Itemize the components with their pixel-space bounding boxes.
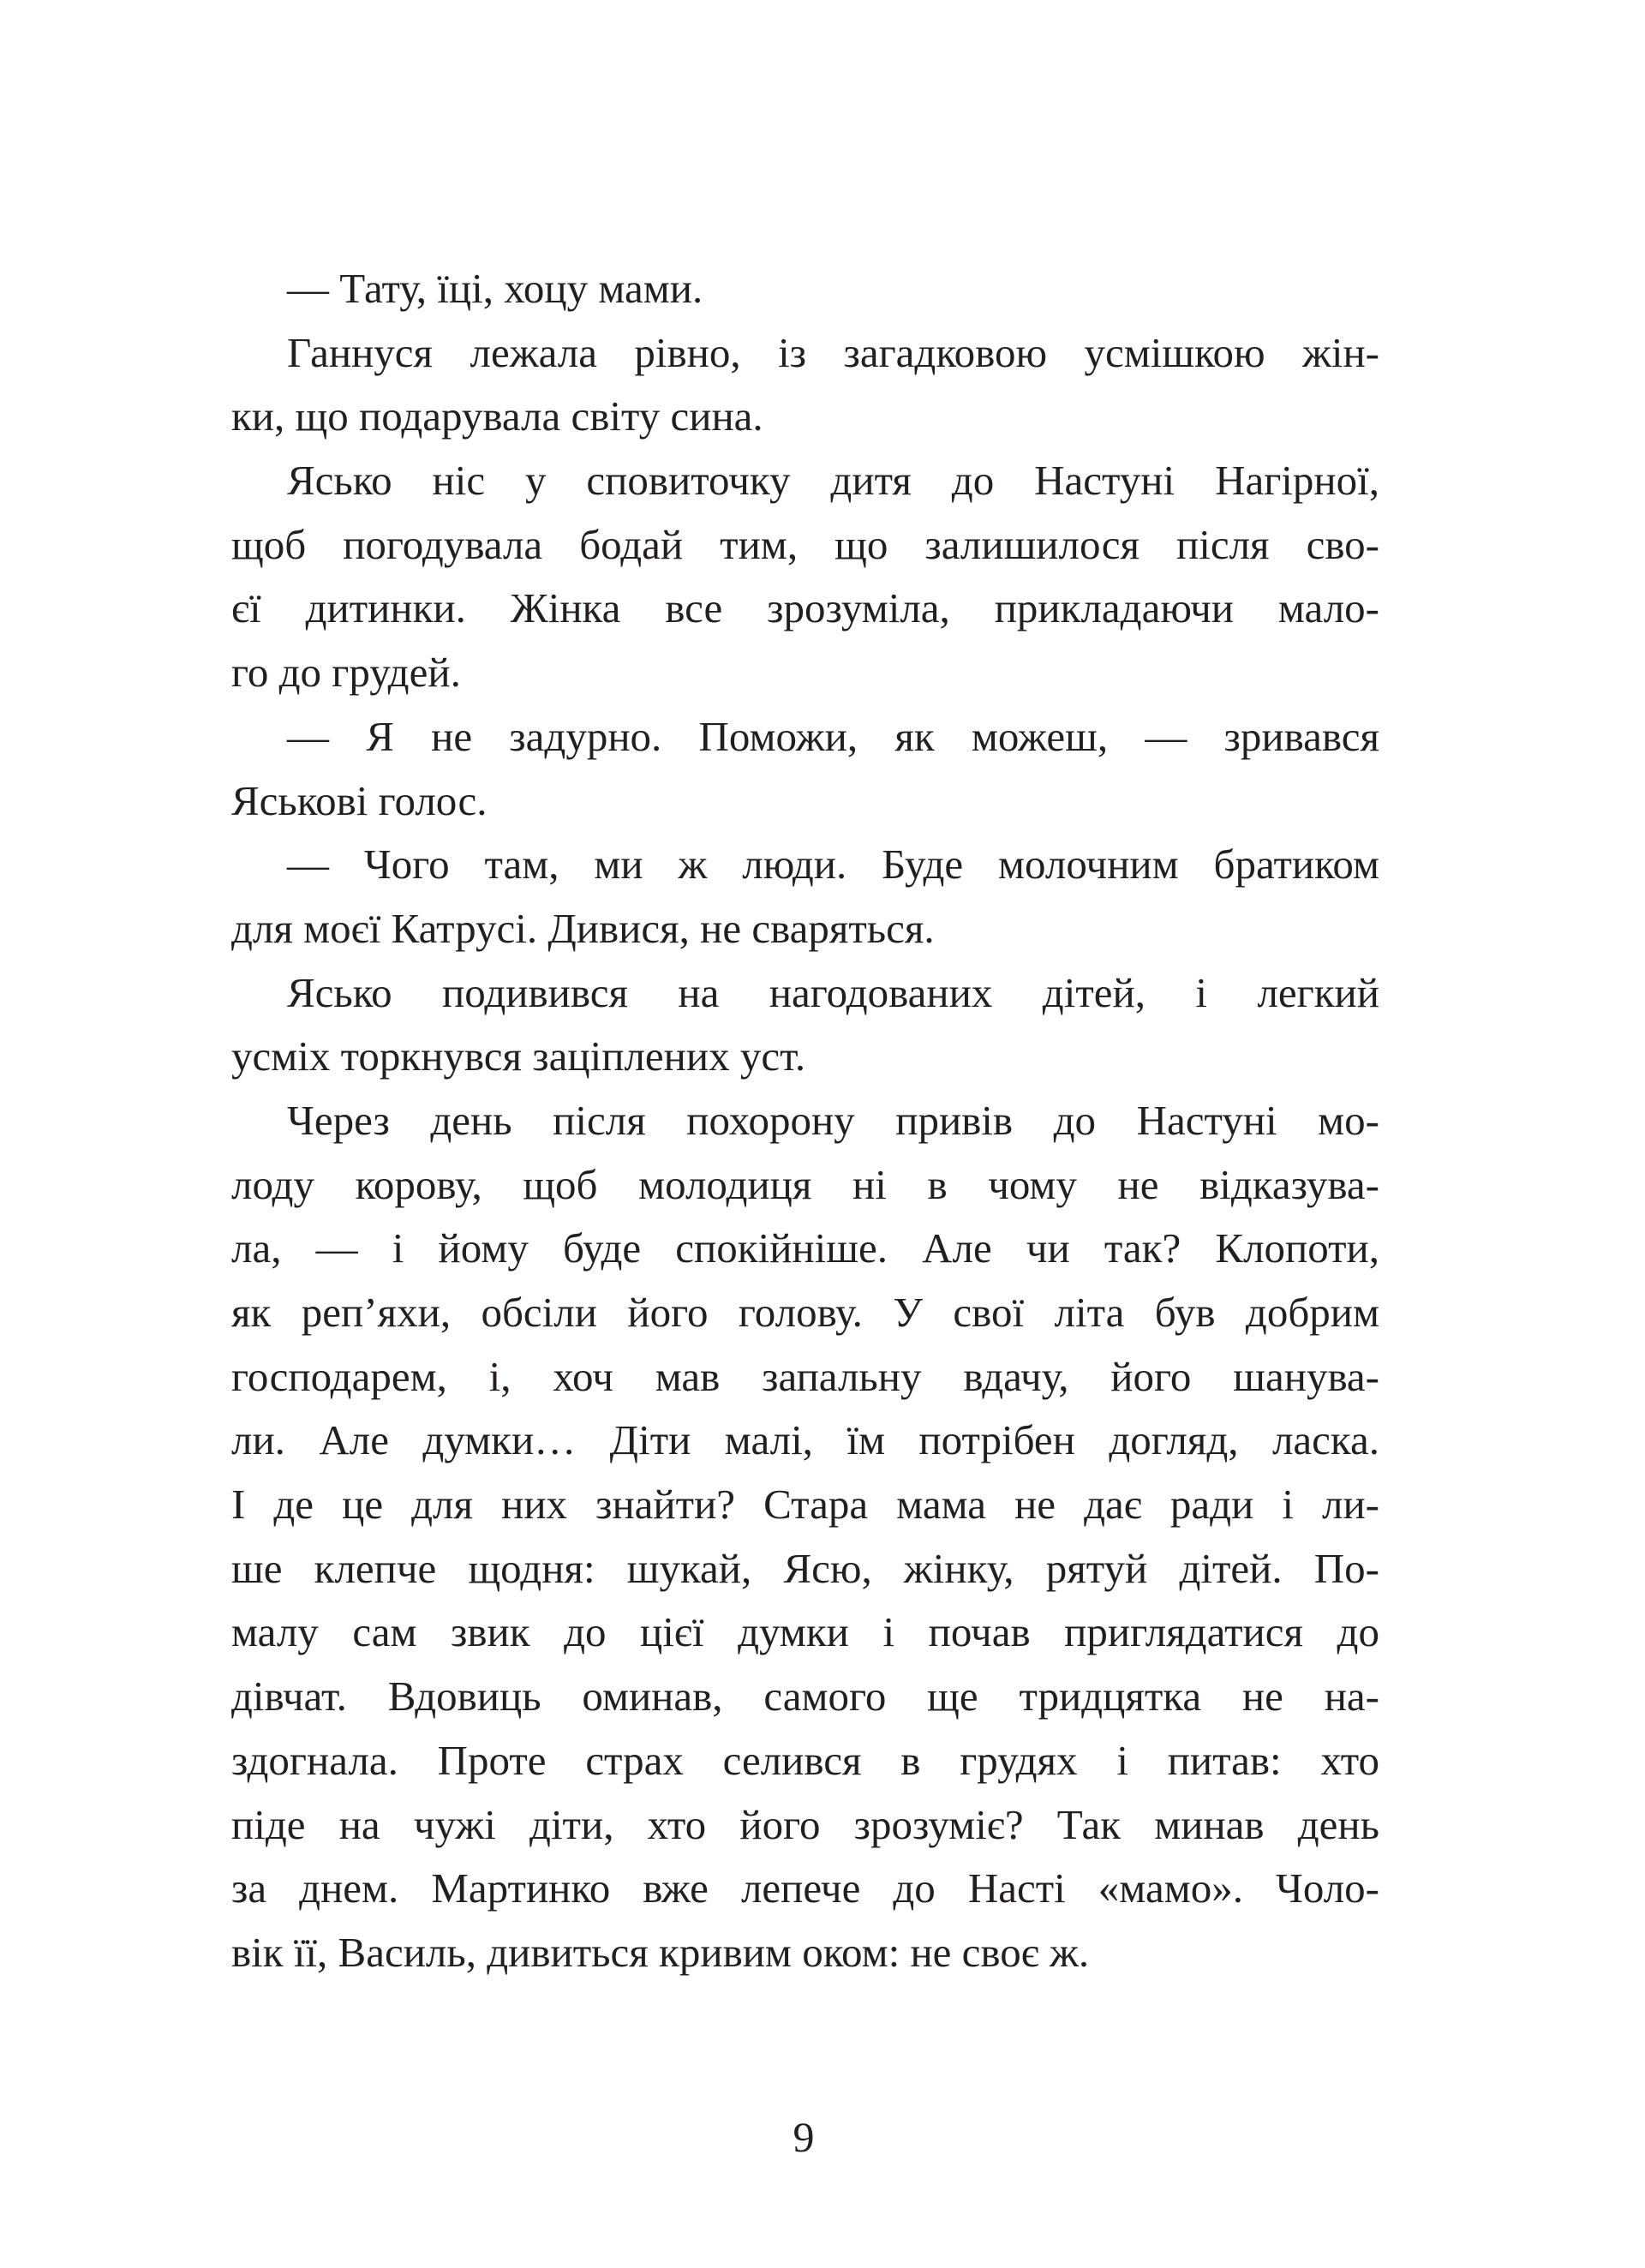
text-line: ки, що подарувала світу сина.: [231, 392, 763, 440]
text-line: ше клепче щодня: шукай, Ясю, жінку, рятуй дітей. По-: [231, 1544, 1379, 1592]
page-body-text: [231, 257, 1379, 1985]
text-line: для моєї Катрусі. Дивися, не сваряться.: [231, 904, 935, 952]
text-line: Ганнуся лежала рівно, із загадковою усмішкою жін-: [287, 328, 1379, 376]
text-line: — Чого там, ми ж люди. Буде молочним братиком: [287, 841, 1379, 889]
text-line: ли. Але думки… Діти малі, їм потрібен догляд, ласка.: [231, 1416, 1379, 1464]
text-line: — Я не задурно. Поможи, як можеш, — зривався: [287, 712, 1379, 760]
text-line: І де це для них знайти? Стара мама не дає ради і ли-: [231, 1481, 1379, 1529]
text-line: лоду корову, щоб молодиця ні в чому не відказува-: [231, 1160, 1379, 1208]
text-line: го до грудей.: [231, 649, 461, 697]
page-number: 9: [793, 2113, 815, 2161]
text-line: за днем. Мартинко вже лепече до Насті «мамо». Чоло-: [231, 1864, 1379, 1912]
text-line: здогнала. Проте страх селився в грудях і питав: хто: [231, 1736, 1379, 1784]
text-line: малу сам звик до цієї думки і почав приглядатися до: [231, 1608, 1379, 1656]
text-line: ла, — і йому буде спокійніше. Але чи так? Клопоти,: [231, 1224, 1379, 1272]
text-line: Ясько подивився на нагодованих дітей, і легкий: [287, 968, 1379, 1016]
text-line: Яськові голос.: [231, 776, 488, 824]
text-line: піде на чужі діти, хто його зрозуміє? Так минав день: [231, 1800, 1379, 1848]
text-line: щоб погодувала бодай тим, що залишилося після сво-: [231, 520, 1379, 568]
text-line: господарем, і, хоч мав запальну вдачу, його шанува-: [231, 1352, 1379, 1400]
text-line: усміх торкнувся заціплених уст.: [231, 1032, 806, 1080]
text-line: єї дитинки. Жінка все зрозуміла, прикладаючи мало-: [231, 584, 1379, 632]
text-line: Через день після похорону привів до Настуні мо-: [287, 1096, 1379, 1144]
text-line: вік її, Василь, дивиться кривим оком: не своє ж.: [231, 1928, 1090, 1976]
text-line: як реп’яхи, обсіли його голову. У свої літа був добрим: [231, 1289, 1379, 1336]
text-line: дівчат. Вдовиць оминав, самого ще тридцятка не на-: [231, 1673, 1379, 1720]
text-line: Ясько ніс у сповиточку дитя до Настуні Нагірної,: [287, 457, 1379, 505]
text-line: — Тату, їці, хоцу мами.: [287, 265, 703, 312]
